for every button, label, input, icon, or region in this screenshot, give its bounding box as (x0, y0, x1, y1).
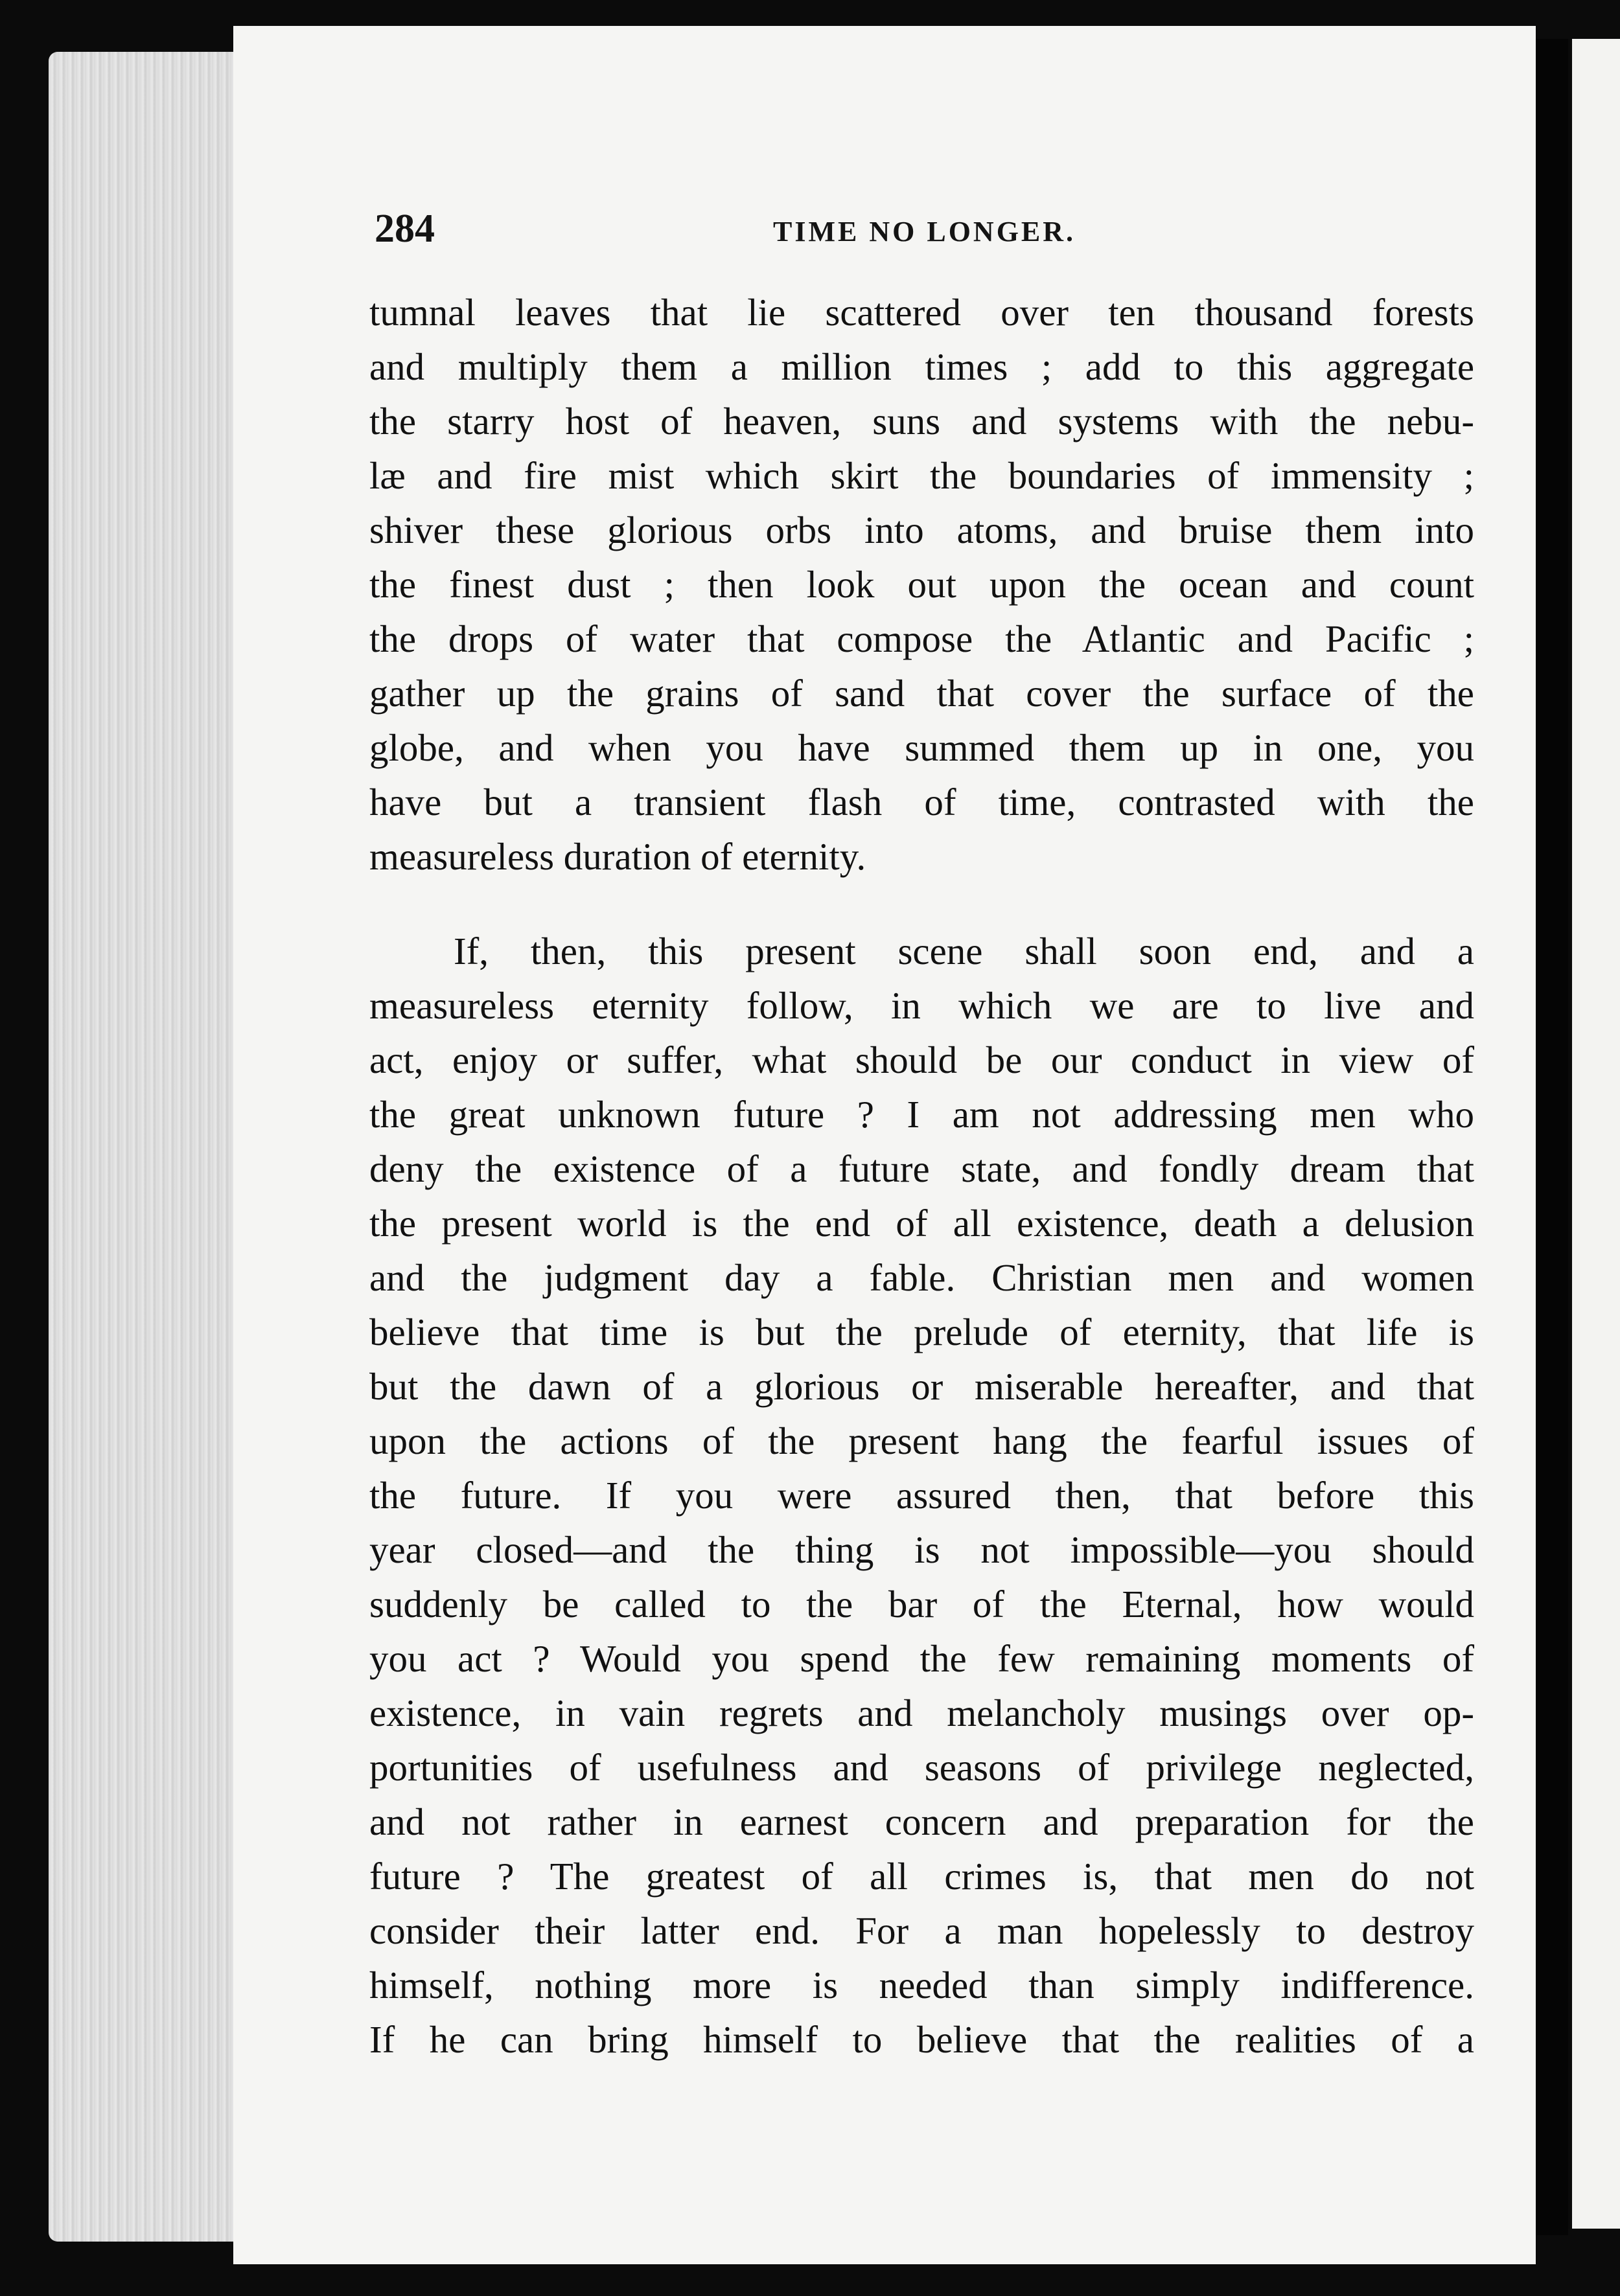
text-line: and the judgment day a fable. Christian men and women (369, 1256, 1474, 1299)
text-line: measureless duration of eternity. (369, 835, 866, 878)
text-line: If he can bring himself to believe that the realities of a (369, 2018, 1474, 2061)
running-head: TIME NO LONGER. (773, 216, 1076, 247)
text-line: gather up the grains of sand that cover the surface of the (369, 672, 1474, 715)
text-line: measureless eternity follow, in which we are to live and (369, 984, 1474, 1027)
text-line: the future. If you were assured then, that before this (369, 1474, 1474, 1517)
text-line: but the dawn of a glorious or miserable hereafter, and that (369, 1365, 1474, 1408)
text-line: and multiply them a million times ; add to this aggregate (369, 345, 1474, 388)
paragraph-gap (369, 884, 1474, 924)
page-header (375, 206, 1476, 264)
book-spine-shadow (1536, 39, 1568, 2235)
text-line: and not rather in earnest concern and preparation for the (369, 1800, 1474, 1843)
text-line: himself, nothing more is needed than simply indifference. (369, 1964, 1474, 2006)
text-line: the finest dust ; then look out upon the ocean and count (369, 563, 1474, 606)
paragraph-2 (369, 924, 1474, 2067)
text-line: deny the existence of a future state, and fondly dream that (369, 1147, 1474, 1190)
text-line: globe, and when you have summed them up in one, you (369, 726, 1474, 769)
text-line: future ? The greatest of all crimes is, that men do not (369, 1855, 1474, 1898)
text-line: existence, in vain regrets and melancholy musings over op- (369, 1692, 1474, 1734)
text-line: year closed—and the thing is not impossible—you should (369, 1528, 1474, 1571)
text-line: suddenly be called to the bar of the Eternal, how would (369, 1583, 1474, 1625)
text-line: have but a transient flash of time, contrasted with the (369, 781, 1474, 823)
text-line: tumnal leaves that lie scattered over ten thousand forests (369, 291, 1474, 334)
text-line: you act ? Would you spend the few remaining moments of (369, 1637, 1474, 1680)
text-line: the starry host of heaven, suns and systems with the nebu- (369, 400, 1474, 442)
text-line: If, then, this present scene shall soon end, and a (454, 930, 1474, 972)
text-line: portunities of usefulness and seasons of privilege neglected, (369, 1746, 1474, 1789)
text-line: the present world is the end of all existence, death a delusion (369, 1202, 1474, 1245)
body-text (369, 285, 1474, 2067)
text-line: shiver these glorious orbs into atoms, and bruise them into (369, 509, 1474, 551)
text-line: consider their latter end. For a man hopelessly to destroy (369, 1909, 1474, 1952)
page-number: 284 (375, 207, 435, 251)
text-line: believe that time is but the prelude of eternity, that life is (369, 1311, 1474, 1353)
book-page-edges (49, 52, 243, 2242)
text-line: læ and fire mist which skirt the boundaries of immensity ; (369, 454, 1474, 497)
text-line: the drops of water that compose the Atlantic and Pacific ; (369, 617, 1474, 660)
text-line: the great unknown future ? I am not addressing men who (369, 1093, 1474, 1136)
facing-page-edge (1568, 39, 1620, 2229)
text-line: upon the actions of the present hang the fearful issues of (369, 1419, 1474, 1462)
paragraph-1 (369, 285, 1474, 884)
text-line: act, enjoy or suffer, what should be our conduct in view of (369, 1039, 1474, 1081)
